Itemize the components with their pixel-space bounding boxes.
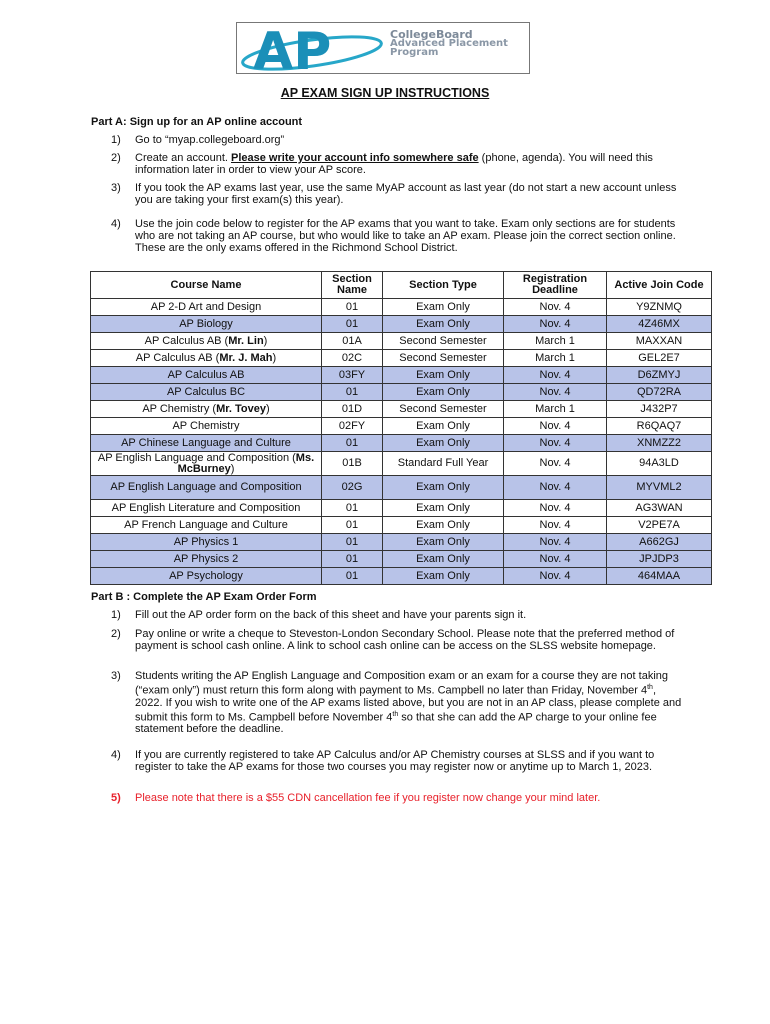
cell-section-name: 02C [322,350,383,367]
cell-course-name: AP Physics 1 [91,534,322,551]
page-title: AP EXAM SIGN UP INSTRUCTIONS [280,86,490,100]
step-number: 3) [111,670,121,682]
logo-advanced-placement: Advanced Placement [390,38,508,49]
teacher-name: Mr. Tovey [216,402,267,415]
step-number: 4) [111,218,121,230]
cell-section-type: Exam Only [383,500,504,517]
cell-join-code: XNMZZ2 [607,435,712,452]
cell-section-name: 01 [322,299,383,316]
cell-join-code: R6QAQ7 [607,418,712,435]
cell-section-type: Exam Only [383,367,504,384]
table-row [91,316,712,333]
part-a-step-2 [111,152,686,176]
logo-mark-text: AP [253,23,332,75]
cell-registration-deadline: March 1 [504,333,607,350]
logo-collegeboard: CollegeBoard [390,28,473,41]
table-row [91,333,712,350]
cell-course-name: AP English Language and Composition [91,476,322,500]
cell-section-name: 01 [322,534,383,551]
part-b-step-2 [111,628,686,652]
header-section-name: Section Name [322,272,383,299]
cell-join-code: 4Z46MX [607,316,712,333]
cell-join-code: QD72RA [607,384,712,401]
step-number: 5) [111,792,121,804]
part-b-step-4 [111,749,686,773]
cell-section-name: 01 [322,568,383,585]
part-b-heading: Part B : Complete the AP Exam Order Form [91,591,317,603]
teacher-name: Ms. McBurney [177,451,315,475]
cell-join-code: Y9ZNMQ [607,299,712,316]
step-text: Pay online or write a cheque to Steveston-London Secondary School. Please note that the preferred method of payment is school cash online. A link to school cash online can be access on the SLSS website homepage. [135,628,675,652]
cell-section-name: 02FY [322,418,383,435]
step-text: If you are currently registered to take AP Calculus and/or AP Chemistry courses at SLSS and if you want to register to take the AP exams for those two courses you may register now or anytime up to March 1, 2023. [135,749,655,773]
cell-course-name: AP Calculus AB (Mr. J. Mah) [91,350,322,367]
table-row [91,517,712,534]
step-text: Please note that there is a $55 CDN cancellation fee if you register now change your mind later. [135,792,601,804]
table-row [91,551,712,568]
cell-section-type: Second Semester [383,350,504,367]
cell-registration-deadline: March 1 [504,350,607,367]
cell-registration-deadline: Nov. 4 [504,500,607,517]
table-row [91,401,712,418]
header-section-type: Section Type [383,272,504,299]
cell-join-code: GEL2E7 [607,350,712,367]
cell-course-name: AP Chinese Language and Culture [91,435,322,452]
cell-section-type: Exam Only [383,476,504,500]
cell-registration-deadline: Nov. 4 [504,316,607,333]
cell-course-name: AP Psychology [91,568,322,585]
teacher-name: Mr. Lin [228,334,264,347]
step-text: If you took the AP exams last year, use the same MyAP account as last year (do not start a new account unless you are taking your first exam(s) this year). [135,182,677,206]
cell-course-name: AP English Literature and Composition [91,500,322,517]
cell-section-name: 01 [322,500,383,517]
part-b-step-1 [111,609,686,621]
join-code-table [90,271,712,585]
table-row [91,435,712,452]
cell-section-name: 01 [322,517,383,534]
step-text: Students writing the AP English Language and Composition exam or an exam for a course they are not taking (“exam only”) must return this form along with payment to Ms. Campbell no later than Friday, November 4th, 2022. If you wish to write one of the AP exams listed above, but you are not in an AP class, please complete and submit this form to Ms. Campbell before November 4th so that she can add the AP charge to your online fee statement before the deadline. [135,670,682,736]
header-active-join-code: Active Join Code [607,272,712,299]
step-number: 1) [111,609,121,621]
cell-section-type: Exam Only [383,299,504,316]
table-row [91,500,712,517]
cell-section-name: 03FY [322,367,383,384]
cell-course-name: AP Calculus AB (Mr. Lin) [91,333,322,350]
cell-join-code: 94A3LD [607,452,712,476]
cell-registration-deadline: Nov. 4 [504,384,607,401]
cell-section-type: Exam Only [383,551,504,568]
cell-join-code: J432P7 [607,401,712,418]
table-row [91,452,712,476]
header-registration-deadline: Registration Deadline [504,272,607,299]
step-text: Use the join code below to register for the AP exams that you want to take. Exam only sections are for students who are not taking an AP course, but who would like to take an AP exam. Please join the correct section online. These are the only exams offered in the Richmond School District. [135,218,676,254]
step-number: 3) [111,182,121,194]
cell-section-name: 01D [322,401,383,418]
cell-registration-deadline: March 1 [504,401,607,418]
step-number: 2) [111,628,121,640]
emphasis-text: Please write your account info somewhere safe [231,152,479,164]
cell-section-name: 01 [322,384,383,401]
cell-section-type: Exam Only [383,517,504,534]
table-body [91,299,712,585]
cell-registration-deadline: Nov. 4 [504,367,607,384]
cell-course-name: AP Biology [91,316,322,333]
ap-logo [236,22,530,74]
step-text: Create an account. Please write your account info somewhere safe (phone, agenda). You will need this information later in order to view your AP score. [135,152,653,176]
part-b-step-3 [111,670,686,735]
part-a-step-4 [111,218,686,254]
part-a-step-3 [111,182,686,206]
cell-registration-deadline: Nov. 4 [504,476,607,500]
cell-course-name: AP French Language and Culture [91,517,322,534]
cell-section-name: 01 [322,316,383,333]
cell-join-code: 464MAA [607,568,712,585]
part-a-step-1 [111,134,686,146]
cell-registration-deadline: Nov. 4 [504,418,607,435]
cell-section-type: Exam Only [383,316,504,333]
cell-registration-deadline: Nov. 4 [504,568,607,585]
cell-join-code: V2PE7A [607,517,712,534]
part-a-heading: Part A: Sign up for an AP online account [91,116,303,128]
step-text: Go to “myap.collegeboard.org” [135,134,285,146]
cell-section-name: 01A [322,333,383,350]
step-number: 4) [111,749,121,761]
table-row [91,418,712,435]
teacher-name: Mr. J. Mah [219,351,273,364]
cell-section-type: Second Semester [383,401,504,418]
cell-registration-deadline: Nov. 4 [504,435,607,452]
cell-section-name: 01 [322,551,383,568]
step-text: Fill out the AP order form on the back of this sheet and have your parents sign it. [135,609,527,621]
cell-course-name: AP 2-D Art and Design [91,299,322,316]
cell-join-code: MAXXAN [607,333,712,350]
table-row [91,476,712,500]
cell-section-type: Exam Only [383,435,504,452]
cell-course-name: AP Physics 2 [91,551,322,568]
cell-section-type: Exam Only [383,384,504,401]
cell-join-code: JPJDP3 [607,551,712,568]
cell-section-name: 01B [322,452,383,476]
cell-join-code: A662GJ [607,534,712,551]
cell-section-type: Exam Only [383,568,504,585]
cell-course-name: AP Calculus BC [91,384,322,401]
table-row [91,350,712,367]
cell-section-type: Exam Only [383,534,504,551]
cell-join-code: AG3WAN [607,500,712,517]
cell-registration-deadline: Nov. 4 [504,299,607,316]
logo-wordmark [390,30,508,57]
cell-registration-deadline: Nov. 4 [504,551,607,568]
cell-section-name: 01 [322,435,383,452]
cell-join-code: MYVML2 [607,476,712,500]
cell-registration-deadline: Nov. 4 [504,452,607,476]
logo-program: Program [390,47,439,58]
cell-course-name: AP Chemistry [91,418,322,435]
cell-course-name: AP Chemistry (Mr. Tovey) [91,401,322,418]
table-row [91,299,712,316]
cell-join-code: D6ZMYJ [607,367,712,384]
table-row [91,367,712,384]
cell-section-name: 02G [322,476,383,500]
cell-section-type: Exam Only [383,418,504,435]
cell-section-type: Second Semester [383,333,504,350]
header-course-name: Course Name [91,272,322,299]
cell-section-type: Standard Full Year [383,452,504,476]
cell-registration-deadline: Nov. 4 [504,534,607,551]
step-number: 1) [111,134,121,146]
table-row [91,568,712,585]
step-number: 2) [111,152,121,164]
part-b-step-5-cancellation-notice [111,792,686,804]
cell-course-name: AP Calculus AB [91,367,322,384]
cell-course-name: AP English Language and Composition (Ms. McBurney) [91,452,322,476]
cell-registration-deadline: Nov. 4 [504,517,607,534]
table-row [91,384,712,401]
table-row [91,534,712,551]
